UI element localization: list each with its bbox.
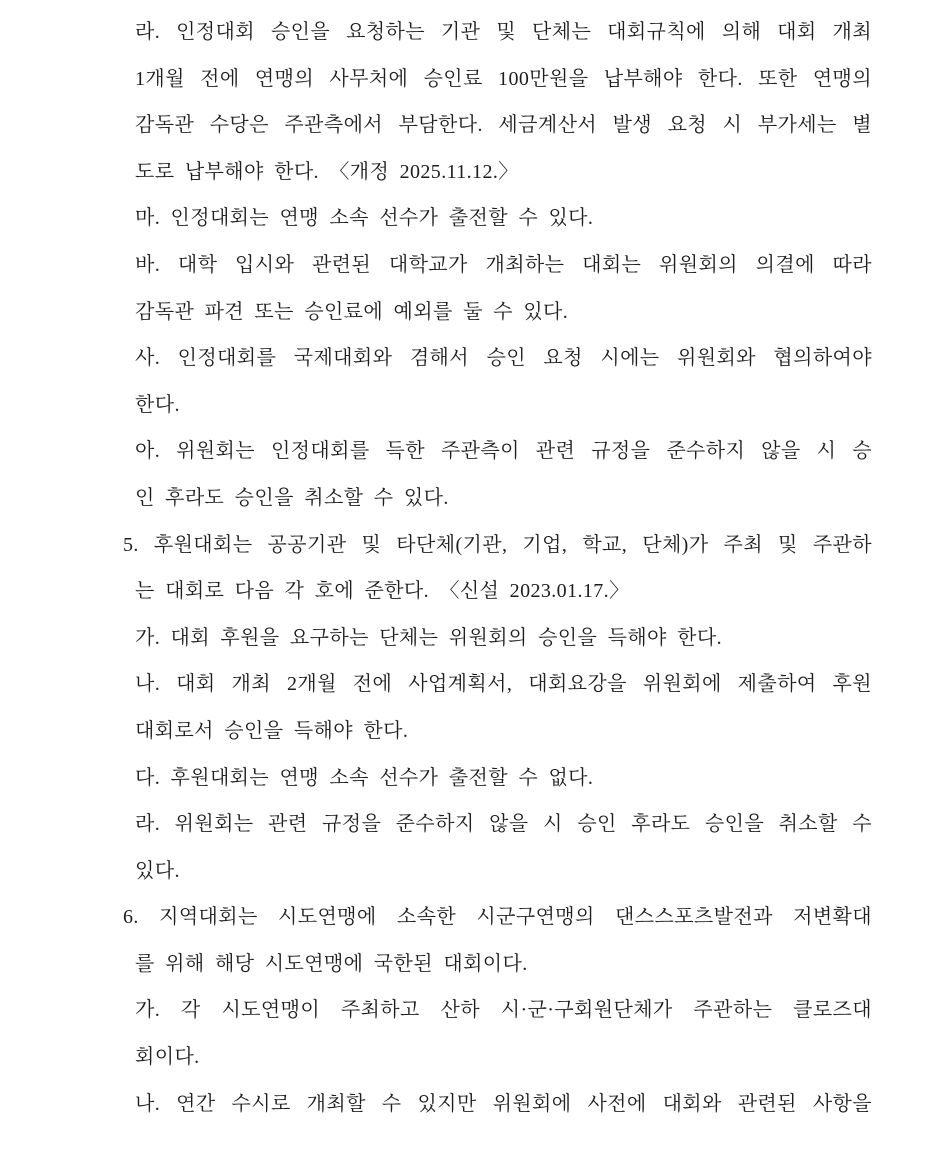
document-body <box>0 9 872 1127</box>
text-line: 를 위해 해당 시도연맹에 국한된 대회이다. <box>135 952 528 975</box>
text-line: 1개월 전에 연맹의 사무처에 승인료 100만원을 납부해야 한다. 또한 연맹의 <box>135 67 872 90</box>
text-line: 사. 인정대회를 국제대회와 겸해서 승인 요청 시에는 위원회와 협의하여야 <box>135 347 872 370</box>
text-line: 라. 인정대회 승인을 요청하는 기관 및 단체는 대회규칙에 의해 대회 개최 <box>135 21 872 43</box>
text-line: 있다. <box>135 859 180 882</box>
text-line: 마. 인정대회는 연맹 소속 선수가 출전할 수 있다. <box>135 207 594 230</box>
text-line: 인 후라도 승인을 취소할 수 있다. <box>135 486 449 509</box>
text-line: 바. 대학 입시와 관련된 대학교가 개최하는 대회는 위원회의 의결에 따라 <box>135 253 872 276</box>
text-line: 대회로서 승인을 득해야 한다. <box>135 719 409 742</box>
text-line: 5. 후원대회는 공공기관 및 타단체(기관, 기업, 학교, 단체)가 주최 및 주관하 <box>123 533 872 556</box>
text-line: 다. 후원대회는 연맹 소속 선수가 출전할 수 없다. <box>135 766 594 789</box>
text-line: 한다. <box>135 393 180 416</box>
text-line: 회이다. <box>135 1046 200 1069</box>
text-line: 는 대회로 다음 각 호에 준한다. 〈신설 2023.01.17.〉 <box>135 580 630 603</box>
text-line: 가. 각 시도연맹이 주최하고 산하 시·군·구회원단체가 주관하는 클로즈대 <box>135 999 872 1022</box>
text-line: 감독관 수당은 주관측에서 부담한다. 세금계산서 발생 요청 시 부가세는 별 <box>135 114 872 137</box>
text-line: 도로 납부해야 한다. 〈개정 2025.11.12.〉 <box>135 160 519 183</box>
text-line: 아. 위원회는 인정대회를 득한 주관측이 관련 규정을 준수하지 않을 시 승 <box>135 440 872 463</box>
text-line: 감독관 파견 또는 승인료에 예외를 둘 수 있다. <box>135 300 569 323</box>
text-line: 나. 연간 수시로 개최할 수 있지만 위원회에 사전에 대회와 관련된 사항을 <box>135 1092 872 1115</box>
text-line: 6. 지역대회는 시도연맹에 소속한 시군구연맹의 댄스스포츠발전과 저변확대 <box>123 906 872 929</box>
text-line: 나. 대회 개최 2개월 전에 사업계획서, 대회요강을 위원회에 제출하여 후원 <box>135 673 872 696</box>
text-line: 라. 위원회는 관련 규정을 준수하지 않을 시 승인 후라도 승인을 취소할 수 <box>135 813 872 836</box>
text-line: 가. 대회 후원을 요구하는 단체는 위원회의 승인을 득해야 한다. <box>135 626 722 649</box>
